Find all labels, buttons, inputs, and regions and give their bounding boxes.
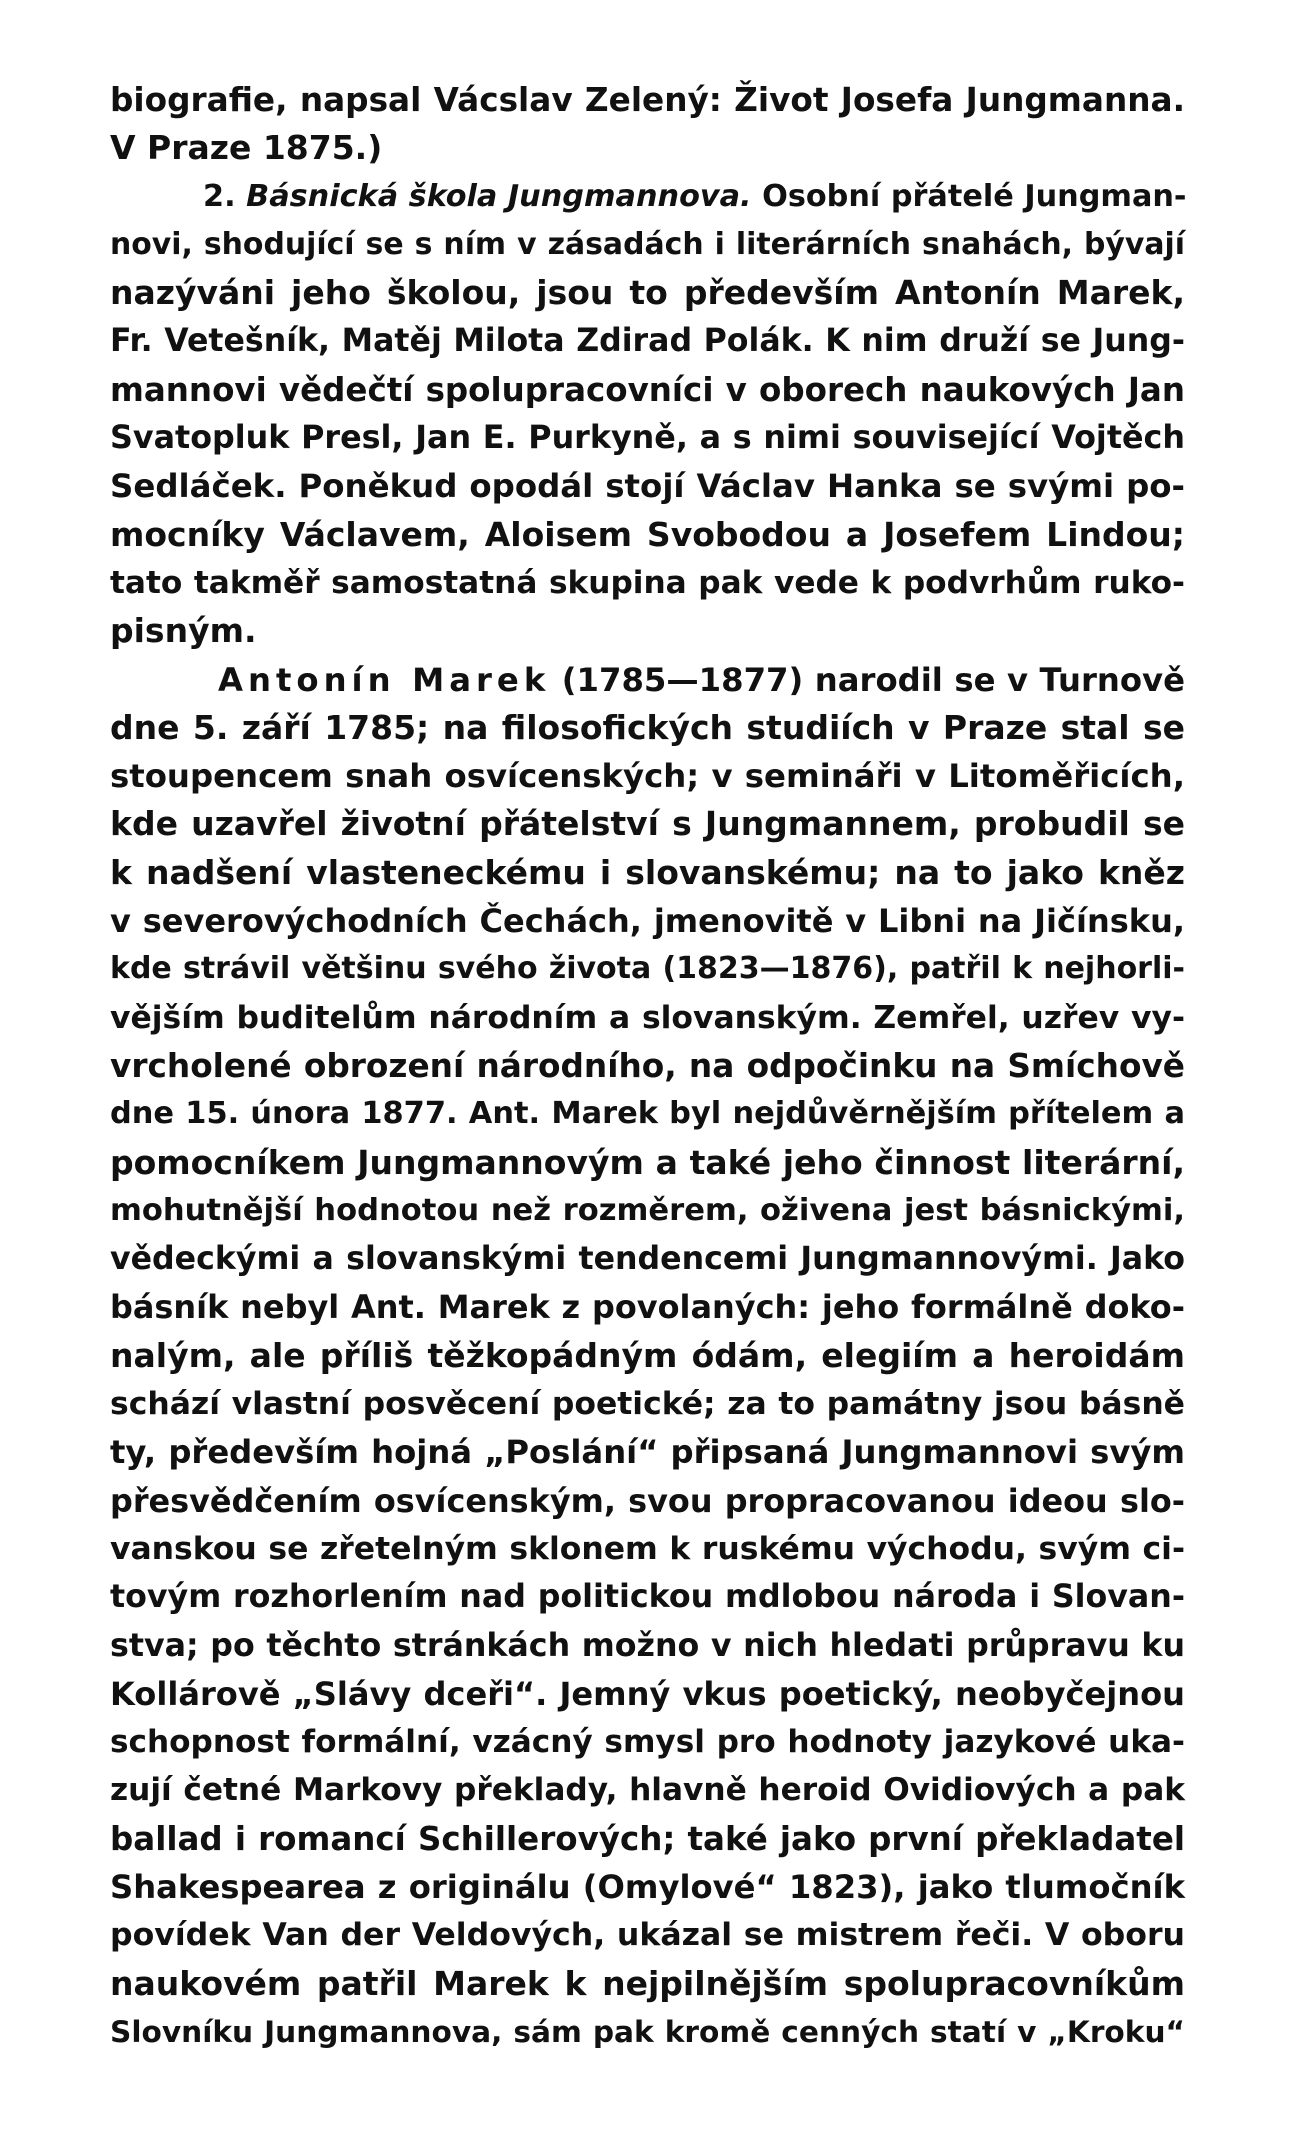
text-line: v severovýchodních Čechách, jmenovitě v Libni na Jičínsku, — [110, 902, 1185, 941]
text-line: schopnost formální, vzácný smysl pro hodnoty jazykové uka- — [110, 1724, 1185, 1761]
body-text — [110, 76, 1185, 2056]
text-line: vějším buditelům národním a slovanským. Zemřel, uzřev vy- — [110, 999, 1185, 1036]
text-line: mannovi vědečtí spolupracovníci v oborech naukových Jan — [110, 370, 1185, 409]
text-line: k nadšení vlasteneckému i slovanskému; na to jako kněz — [110, 852, 1185, 892]
section-number: 2. — [203, 178, 247, 214]
text-line: přesvědčením osvícenským, svou propracovanou ideou slo- — [110, 1481, 1185, 1520]
text-line: Shakespearea z originálu (Omylové“ 1823), jako tlumočník — [110, 1867, 1185, 1906]
text-line: básník nebyl Ant. Marek z povolaných: jeho formálně doko- — [110, 1288, 1185, 1327]
text-line: tovým rozhorlením nad politickou mdlobou národa i Slovan- — [110, 1579, 1185, 1616]
section-title: Básnická škola Jungmannova. — [246, 178, 752, 214]
text-line: pomocníkem Jungmannovým a také jeho činnost literární, — [110, 1142, 1185, 1182]
text-line: vanskou se zřetelným sklonem k ruskému východu, svým ci- — [110, 1530, 1185, 1567]
text-line: stva; po těchto stránkách možno v nich hledati průpravu ku — [110, 1627, 1185, 1664]
text-line: vrcholené obrození národního, na odpočinku na Smíchově — [110, 1046, 1185, 1085]
text-line: Kollárově „Slávy dceři“. Jemný vkus poetický, neobyčejnou — [110, 1674, 1185, 1713]
text-line: Svatopluk Presl, Jan E. Purkyně, a s nimi související Vojtěch — [110, 420, 1185, 457]
text-line: vědeckými a slovanskými tendencemi Jungmannovými. Jako — [110, 1241, 1185, 1278]
text-line: nalým, ale příliš těžkopádným ódám, elegiím a heroidám — [110, 1335, 1185, 1375]
paragraph-text: (1785—1877) narodil se v Turnově — [550, 660, 1185, 699]
section-heading-line — [110, 173, 1185, 221]
text-line: Sedláček. Poněkud opodál stojí Václav Hanka se svými po- — [110, 467, 1185, 506]
text-line: schází vlastní posvěcení poetické; za to památny jsou básně — [110, 1386, 1185, 1423]
text-line: novi, shodující se s ním v zásadách i literárních snahách, bývají — [110, 226, 1185, 262]
text-line: nazýváni jeho školou, jsou to především Antonín Marek, — [110, 273, 1185, 313]
text-line: tato takměř samostatná skupina pak vede k podvrhům ruko- — [110, 564, 1185, 601]
text-line: mocníky Václavem, Aloisem Svobodou a Josefem Lindou; — [110, 514, 1185, 554]
text-line: zují četné Markovy překlady, hlavně heroid Ovidiových a pak — [110, 1772, 1185, 1809]
text-line: Fr. Vetešník, Matěj Milota Zdirad Polák. K nim druží se Jung- — [110, 323, 1185, 360]
text-line: dne 15. února 1877. Ant. Marek byl nejdůvěrnějším přítelem a — [110, 1096, 1185, 1132]
text-line: naukovém patřil Marek k nejpilnějším spolupracovníkům — [110, 1963, 1185, 2003]
person-name: Antonín Marek — [218, 660, 551, 699]
text-line: ballad i romancí Schillerových; také jako první překladatel — [110, 1819, 1185, 1858]
text-line: Slovníku Jungmannova, sám pak kromě cenných statí v „Kroku“ — [110, 2014, 1185, 2049]
section-text: Osobní přátelé Jungman- — [751, 178, 1187, 214]
text-line: pisným. — [110, 611, 257, 651]
text-line: biografie, napsal Vácslav Zelený: Život Josefa Jungmanna. — [110, 81, 1185, 119]
text-line: povídek Van der Veldových, ukázal se mistrem řeči. V oboru — [110, 1917, 1185, 1954]
text-line: kde uzavřel životní přátelství s Jungmannem, probudil se — [110, 804, 1185, 844]
text-line: ty, především hojná „Poslání“ připsaná Jungmannovi svým — [110, 1433, 1185, 1472]
text-line: V Praze 1875.) — [110, 128, 383, 168]
text-line: dne 5. září 1785; na filosofických studiích v Praze stal se — [110, 707, 1185, 747]
text-line: mohutnější hodnotou než rozměrem, oživena jest básnickými, — [110, 1192, 1185, 1228]
text-line: stoupencem snah osvícenských; v semináři v Litoměřicích, — [110, 757, 1185, 796]
paragraph-start-line — [110, 656, 1185, 704]
text-line: kde strávil většinu svého života (1823—1876), patřil k nejhorli- — [110, 951, 1185, 987]
